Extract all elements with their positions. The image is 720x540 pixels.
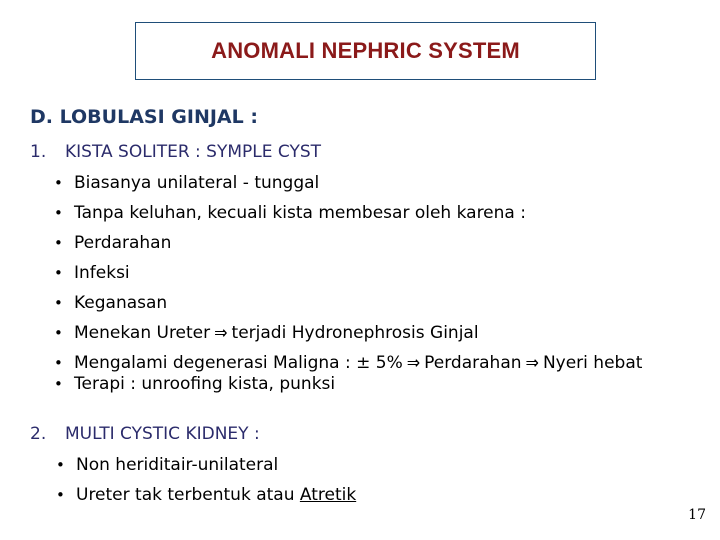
right-arrow-icon: ⇒	[525, 352, 539, 373]
right-arrow-icon: ⇒	[214, 322, 228, 343]
page-number: 17	[688, 507, 706, 523]
list-item: • Infeksi	[54, 258, 642, 288]
item1-bullet-list	[54, 168, 642, 396]
list-item: • Menekan Ureter ⇒ terjadi Hydronephrosis Ginjal	[54, 318, 642, 348]
item1-label: KISTA SOLITER : SYMPLE CYST	[65, 142, 322, 162]
item2-bullet-list	[56, 450, 356, 510]
bullet-dot-icon: •	[54, 354, 63, 372]
list-item: • Ureter tak terbentuk atau Atretik	[56, 480, 356, 510]
item2-label: MULTI CYSTIC KIDNEY :	[65, 424, 260, 444]
list-item: • Keganasan	[54, 288, 642, 318]
bullet-dot-icon: •	[54, 324, 63, 342]
underlined-word: Atretik	[299, 485, 357, 505]
item1-heading	[30, 142, 321, 162]
item2-heading	[30, 424, 260, 444]
list-item: • Biasanya unilateral - tunggal	[54, 168, 642, 198]
item2-number: 2.	[30, 424, 47, 444]
list-item: • Non heriditair-unilateral	[56, 450, 356, 480]
right-arrow-icon: ⇒	[406, 352, 421, 373]
slide-title: ANOMALI NEPHRIC SYSTEM	[211, 38, 520, 63]
bullet-dot-icon: •	[54, 174, 63, 192]
list-item: • Perdarahan	[54, 228, 642, 258]
bullet-dot-icon: •	[54, 294, 63, 312]
list-item: • Terapi : unroofing kista, punksi	[54, 374, 336, 394]
bullet-dot-icon: •	[56, 486, 65, 504]
bullet-dot-icon: •	[54, 375, 63, 393]
bullet-dot-icon: •	[56, 456, 65, 474]
list-item: • Tanpa keluhan, kecuali kista membesar oleh karena :	[54, 198, 642, 228]
item1-number: 1.	[30, 142, 47, 162]
section-heading: D. LOBULASI GINJAL :	[30, 106, 258, 128]
bullet-dot-icon: •	[54, 204, 63, 222]
bullet-dot-icon: •	[54, 264, 63, 282]
title-box	[135, 22, 596, 80]
bullet-dot-icon: •	[54, 234, 63, 252]
list-item: • Mengalami degenerasi Maligna : ± 5% ⇒ Perdarahan ⇒ Nyeri hebat	[54, 348, 642, 378]
